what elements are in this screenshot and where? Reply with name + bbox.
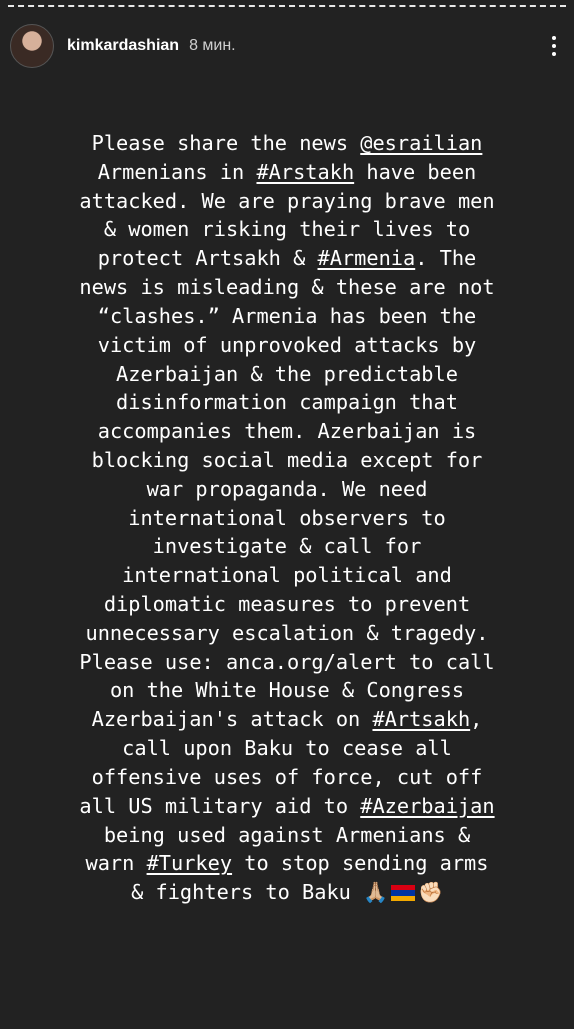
hashtag-arstakh[interactable]: #Arstakh	[256, 159, 355, 184]
story-line-24: all US military aid to #Azerbaijan	[79, 793, 495, 818]
armenia-flag-emoji	[391, 885, 415, 901]
story-line-4: & women risking their lives to	[103, 217, 471, 242]
story-line-12: blocking social media except for	[91, 447, 483, 472]
story-line-14: international observers to	[128, 505, 446, 530]
story-line-22: call upon Baku to cease all	[122, 736, 452, 761]
story-line-3: attacked. We are praying brave men	[79, 188, 495, 213]
story-line-15: investigate & call for	[152, 534, 422, 559]
story-line-17: diplomatic measures to prevent	[103, 592, 471, 616]
post-time: 8 мин.	[189, 37, 236, 54]
story-progress-bar	[8, 5, 566, 10]
story-line-20: on the White House & Congress	[109, 678, 465, 703]
more-options-icon[interactable]	[544, 31, 564, 61]
avatar[interactable]	[10, 24, 54, 68]
story-line-13: war propaganda. We need	[146, 476, 428, 501]
hashtag-turkey[interactable]: #Turkey	[146, 851, 233, 876]
story-line-23: offensive uses of force, cut off	[91, 764, 483, 789]
story-line-9: Azerbaijan & the predictable	[116, 361, 458, 386]
story-line-1: Please share the news @esrailian	[91, 131, 483, 155]
hashtag-azerbaijan[interactable]: #Azerbaijan	[360, 793, 495, 818]
story-line-21: Azerbaijan's attack on #Artsakh,	[91, 707, 483, 732]
story-line-7: “clashes.” Armenia has been the	[97, 303, 477, 328]
story-line-19: Please use: anca.org/alert to call	[79, 649, 495, 674]
story-line-5: protect Artsakh & #Armenia. The	[97, 246, 477, 271]
story-line-26: warn #Turkey to stop sending arms	[85, 851, 489, 876]
story-line-10: disinformation campaign that	[116, 390, 458, 415]
story-header	[10, 24, 564, 68]
story-line-16: international political and	[122, 563, 452, 588]
story-line-11: accompanies them. Azerbaijan is	[97, 419, 477, 444]
story-line-6: news is misleading & these are not	[79, 275, 495, 300]
story-line-25: being used against Armenians &	[103, 822, 471, 847]
story-line-8: victim of unprovoked attacks by	[97, 332, 477, 357]
story-line-2: Armenians in #Arstakh have been	[97, 159, 477, 184]
praying-hands-emoji: 🙏🏼	[363, 880, 388, 905]
username[interactable]: kimkardashian	[67, 37, 180, 54]
raised-fist-emoji: ✊🏻	[418, 880, 443, 905]
story-line-18: unnecessary escalation & tragedy.	[85, 620, 489, 645]
story-text	[0, 129, 574, 907]
mention-esrailian[interactable]: @esrailian	[360, 131, 483, 155]
hashtag-armenia[interactable]: #Armenia	[317, 246, 416, 271]
story-line-27: & fighters to Baku 🙏🏼 ✊🏻	[131, 880, 443, 905]
hashtag-artsakh[interactable]: #Artsakh	[372, 707, 471, 732]
